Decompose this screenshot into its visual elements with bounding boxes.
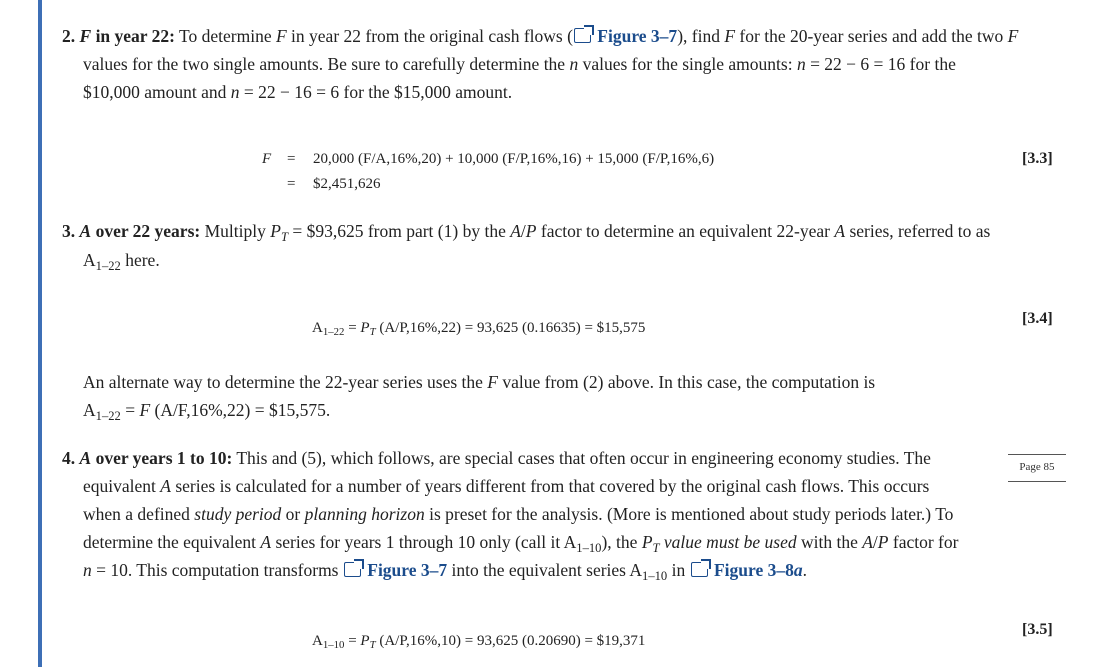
eq33-row2: $2,451,626 bbox=[313, 176, 381, 192]
item4-line2: equivalent A series is calculated for a number of years different from that covered by the original cash flows. This occurs bbox=[83, 476, 930, 496]
eq34-number: [3.4] bbox=[1022, 310, 1053, 327]
figure-3-7-link[interactable]: Figure 3–7 bbox=[573, 26, 677, 46]
item4-line5: n = 10. This computation transforms Figure 3–7 into the equivalent series $A_{1-10}$ in Figure 3–8a. bbox=[83, 560, 807, 583]
item4-line4: determine the equivalent A series for years 1 through 10 only (call it $A_{1-10}$), the $P_T$ value must be used with the A/P factor for bbox=[83, 532, 959, 555]
external-link-icon bbox=[344, 562, 361, 577]
alt-line1: An alternate way to determine the 22-year series uses the F value from (2) above. In this case, the computation is bbox=[83, 372, 876, 392]
item3-line1: 3. A over 22 years: Multiply $P_T$ = $93,625 from part (1) by the A/P factor to determine an equivalent 22-year A series, referred to as bbox=[62, 221, 991, 244]
figure-3-8a-link[interactable]: Figure 3–8a bbox=[690, 560, 803, 580]
external-link-icon bbox=[691, 562, 708, 577]
item2-line3: $10,000 amount and n = 22 − 16 = 6 for the $15,000 amount. bbox=[83, 82, 513, 102]
eq33-number: [3.3] bbox=[1022, 150, 1053, 167]
page-marker: Page 85 bbox=[1008, 454, 1066, 482]
eq34-body: $A_{1-22} = P_T$ (A/P,16%,22) = 93,625 (0.16635) = $15,575 bbox=[312, 320, 646, 339]
eq33-row1: 20,000 (F/A,16%,20) + 10,000 (F/P,16%,16) + 15,000 (F/P,16%,6) bbox=[313, 151, 715, 167]
alt-line2: $A_{1-22} = F$ (A/F,16%,22) = $15,575. bbox=[83, 400, 331, 423]
item2-line2: values for the two single amounts. Be sure to carefully determine the n values for the single amounts: n = 22 − 6 = 16 for the bbox=[83, 54, 956, 74]
item2-line1: 2. F in year 22: To determine F in year 22 from the original cash flows ( Figure 3–7), find F for the 20-year series and add the two F bbox=[62, 26, 1019, 46]
eq33-equals-2: = bbox=[287, 176, 296, 192]
item3-line2: $A_{1-22}$ here. bbox=[83, 250, 160, 273]
item4-line1: 4. A over years 1 to 10: This and (5), which follows, are special cases that often occur in engineering economy studies. The bbox=[62, 448, 931, 468]
eq35-body: $A_{1-10} = P_T$ (A/P,16%,10) = 93,625 (0.20690) = $19,371 bbox=[312, 633, 646, 652]
eq33-equals-1: = bbox=[287, 151, 296, 167]
figure-3-7-link-2[interactable]: Figure 3–7 bbox=[343, 560, 447, 580]
eq35-number: [3.5] bbox=[1022, 621, 1053, 638]
external-link-icon bbox=[574, 28, 591, 43]
item4-line3: when a defined study period or planning horizon is preset for the analysis. (More is mentioned about study periods later.) To bbox=[83, 504, 954, 524]
eq33-lhs: F bbox=[262, 151, 272, 167]
